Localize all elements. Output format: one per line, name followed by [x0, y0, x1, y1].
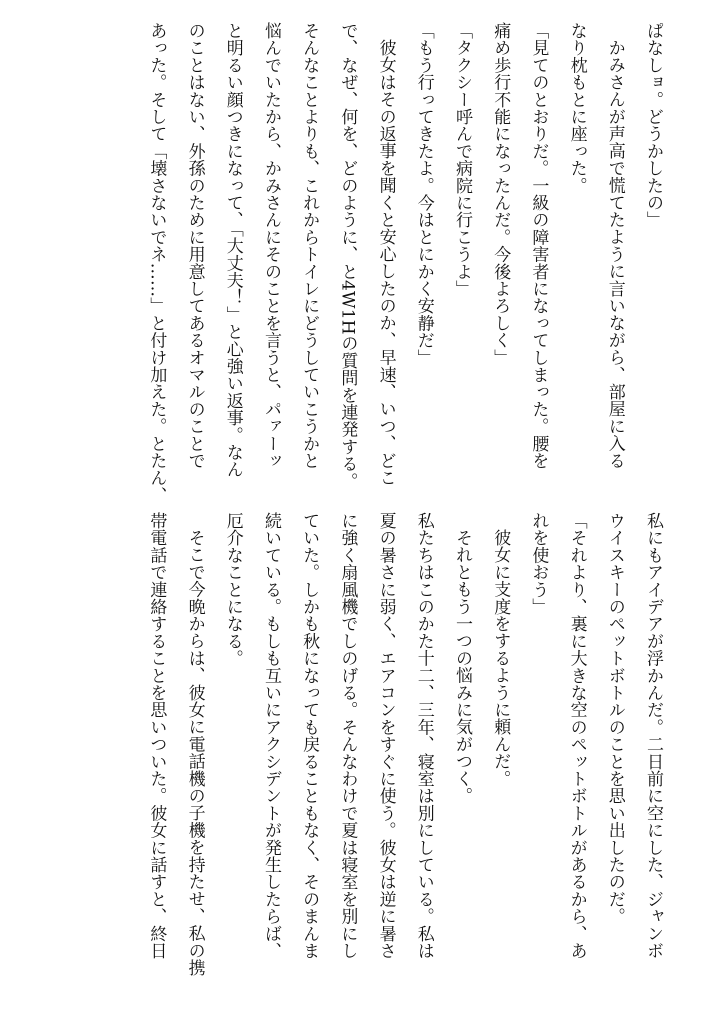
top-block-line: 痛め歩行不能になったんだ。今後よろしく」 — [490, 22, 511, 366]
top-text-block — [137, 22, 672, 504]
bottom-block-line: 夏の暑さに弱く、エアコンをすぐに使う。彼女は逆に暑さ — [375, 512, 396, 960]
top-block-line: そんなことよりも、これからトイレにどうしていこうかと — [299, 22, 320, 470]
top-block-line: かみさんが声高で慌てたように言いながら、部屋に入る — [604, 39, 625, 469]
top-block-line: と明るい顔つきになって、「大丈夫！」と心強い返事。なん — [222, 22, 243, 478]
bottom-block-line: 彼女に支度をするように頼んだ。 — [490, 529, 511, 787]
bottom-block-line: 「それより、裏に大きな空のペットボトルがあるから、あ — [566, 512, 587, 960]
top-block-line: 彼女はその返事を聞くと安心したのか、早速、いつ、どこ — [375, 39, 396, 487]
top-block-line: のことはない、外孫のために用意してあるオマルのことで — [184, 22, 205, 470]
bottom-block-line: 続いている。もしも互いにアクシデントが発生したらば、 — [260, 512, 281, 960]
bottom-block-line: ウイスキーのペットボトルのことを思い出したのだ。 — [604, 512, 625, 925]
bottom-block-line: 厄介なことになる。 — [222, 512, 243, 667]
bottom-block-line: 私たちはこのかた十二、三年、寝室は別にしている。私は — [413, 512, 434, 960]
top-block-line: 「もう行ってきたよ。今はとにかく安静だ」 — [413, 22, 434, 366]
top-block-line: 「タクシー呼んで病院に行こうよ」 — [451, 22, 472, 298]
bottom-block-line: そこで今晩からは、彼女に電話機の子機を持たせ、私の携 — [184, 529, 205, 977]
bottom-block-line: 帯電話で連絡することを思いついた。彼女に話すと、終日 — [146, 512, 167, 960]
bottom-block-line: に強く扇風機でしのげる。そんなわけで夏は寝室を別にし — [337, 512, 358, 960]
bottom-block-line: 私にもアイデアが浮かんだ。二日前に空にした、ジャンボ — [643, 512, 663, 960]
top-block-line: あった。そして「壊さないでネ……」と付け加えた。とたん、 — [146, 22, 167, 504]
bottom-block-line: れを使おう」 — [528, 512, 549, 616]
top-block-line: 「見てのとおりだ。一級の障害者になってしまった。腰を — [528, 22, 549, 470]
top-block-line: で、なぜ、何を、どのように、と4W1Hの質問を連発する。 — [337, 22, 358, 490]
top-block-line: ぱなしョ。どうかしたの」 — [643, 22, 663, 229]
bottom-block-line: それともう一つの悩みに気がつく。 — [451, 529, 472, 805]
top-block-line: 悩んでいたから、かみさんにそのことを言うと、パァーッ — [260, 22, 281, 470]
bottom-text-block — [137, 512, 672, 992]
bottom-block-line: ていた。しかも秋になっても戻ることもなく、そのまんま — [299, 512, 320, 960]
top-block-line: なり枕もとに座った。 — [566, 22, 587, 194]
